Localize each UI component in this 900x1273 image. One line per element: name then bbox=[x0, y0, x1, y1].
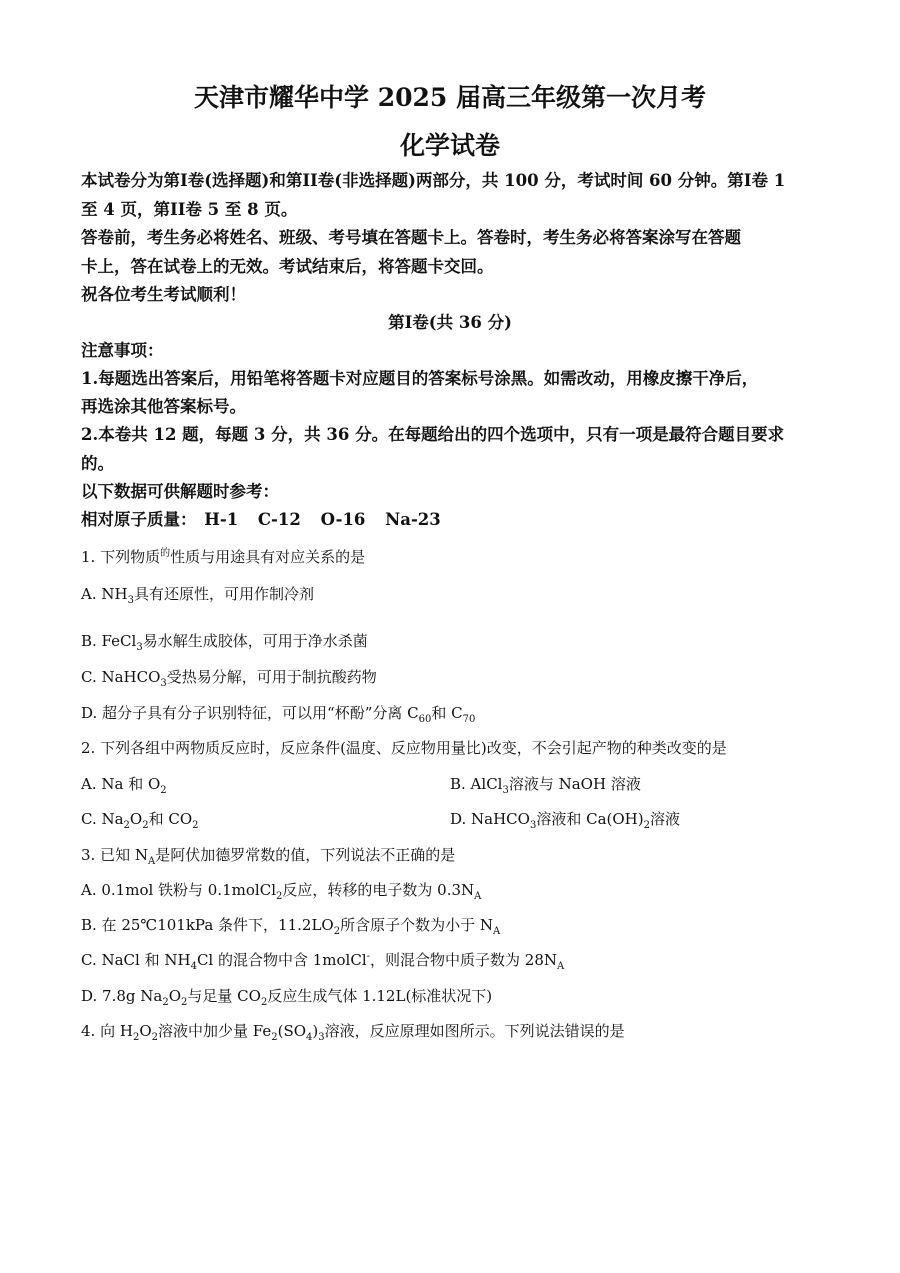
intro-line-1: 本试卷分为第I卷(选择题)和第II卷(非选择题)两部分，共 100 分，考试时间 60 分钟。第I卷 1 bbox=[81, 171, 786, 190]
q2c-text-2: O bbox=[129, 810, 143, 828]
q3c-sup-1: - bbox=[366, 951, 371, 962]
note-1-line-2: 再选涂其他答案标号。 bbox=[81, 397, 246, 416]
q3c-text-2: Cl 的混合物中含 1molCl bbox=[196, 951, 367, 969]
q1d-sub-2: 70 bbox=[462, 714, 476, 725]
q1a-text-2: 具有还原性，可用作制冷剂 bbox=[133, 585, 314, 603]
section-title: 第I卷(共 36 分) bbox=[388, 313, 512, 332]
q3c-text-1: C. NaCl 和 NH bbox=[81, 951, 191, 969]
exam-subject: 化学试卷 bbox=[399, 131, 500, 160]
q1-stem-part-a: 1. 下列物质 bbox=[81, 548, 161, 566]
q3c-sub-1: 4 bbox=[190, 961, 197, 972]
q1a-sub-1: 3 bbox=[127, 595, 134, 606]
q1b-text-2: 易水解生成胶体，可用于净水杀菌 bbox=[142, 632, 368, 650]
atomic-mass-line bbox=[81, 506, 441, 530]
q2d-sub-2: 2 bbox=[643, 820, 650, 831]
q2b-text-2: 溶液与 NaOH 溶液 bbox=[508, 775, 641, 793]
q1-stem-part-b: 性质与用途具有对应关系的是 bbox=[170, 548, 366, 566]
q3a-text-2: 反应，转移的电子数为 0.3N bbox=[282, 881, 475, 899]
intro-line-3: 答卷前，考生务必将姓名、班级、考号填在答题卡上。答卷时，考生务必将答案涂写在答题 bbox=[81, 228, 741, 247]
q1-option-a bbox=[81, 583, 314, 606]
q3b-sub-1: 2 bbox=[333, 926, 341, 937]
q4-text-1: 4. 向 H bbox=[81, 1022, 133, 1040]
atomic-mass-o: O-16 bbox=[320, 510, 366, 529]
q2a-sub-1: 2 bbox=[160, 785, 167, 796]
q3-stem-2: 是阿伏加德罗常数的值，下列说法不正确的是 bbox=[155, 846, 456, 864]
question-1-stem bbox=[81, 544, 365, 567]
question-3-stem bbox=[81, 844, 455, 867]
q4-text-4: (SO bbox=[277, 1022, 307, 1040]
q3c-sub-2: A bbox=[557, 961, 565, 972]
q2c-sub-2: 2 bbox=[142, 820, 149, 831]
q2b-text-1: B. AlCl bbox=[450, 775, 503, 793]
atomic-mass-h: H-1 bbox=[204, 510, 239, 529]
notes-label: 注意事项： bbox=[81, 341, 164, 360]
q1-option-c bbox=[81, 666, 377, 689]
q3d-text-2: O bbox=[168, 987, 182, 1005]
q3d-sub-3: 2 bbox=[260, 997, 268, 1008]
q3d-text-3: 与足量 CO bbox=[187, 987, 261, 1005]
q4-text-2: O bbox=[139, 1022, 152, 1040]
q2d-text-2: 溶液和 Ca(OH) bbox=[536, 810, 644, 828]
q1-stem-sup: 的 bbox=[160, 548, 171, 559]
q2-option-d bbox=[450, 808, 680, 831]
q1c-text-1: C. NaHCO bbox=[81, 668, 161, 686]
q3a-sub-2: A bbox=[474, 891, 482, 902]
q1b-sub-1: 3 bbox=[136, 642, 143, 653]
q2c-sub-3: 2 bbox=[192, 820, 199, 831]
q3-option-d bbox=[81, 985, 492, 1008]
q3b-text-1: B. 在 25℃101kPa 条件下，11.2LO bbox=[81, 916, 334, 934]
q3-option-b bbox=[81, 914, 500, 937]
q4-sub-1: 2 bbox=[132, 1032, 140, 1043]
q3d-text-1: D. 7.8g Na bbox=[81, 987, 163, 1005]
q2-option-b bbox=[450, 773, 641, 796]
q4-sub-4: 4 bbox=[306, 1032, 313, 1043]
q2d-text-3: 溶液 bbox=[649, 810, 680, 828]
atomic-mass-na: Na-23 bbox=[385, 510, 441, 529]
q1a-text-1: A. NH bbox=[81, 585, 128, 603]
q1d-text-1: D. 超分子具有分子识别特征，可以用“杯酚”分离 C bbox=[81, 704, 419, 722]
q3-option-a bbox=[81, 879, 481, 902]
q3d-text-4: 反应生成气体 1.12L(标准状况下) bbox=[267, 987, 493, 1005]
note-1-line-1: 1.每题选出答案后，用铅笔将答题卡对应题目的答案标号涂黑。如需改动，用橡皮擦干净后， bbox=[81, 369, 759, 388]
q4-text-5: ) bbox=[312, 1022, 319, 1040]
q3-option-c bbox=[81, 949, 564, 972]
question-2-stem: 2. 下列各组中两物质反应时，反应条件(温度、反应物用量比)改变，不会引起产物的种类改变的是 bbox=[81, 739, 727, 757]
note-2-line-1: 2.本卷共 12 题，每题 3 分，共 36 分。在每题给出的四个选项中，只有一项是最符合题目要求 bbox=[81, 425, 785, 444]
q1d-sub-1: 60 bbox=[418, 714, 432, 725]
q4-sub-3: 2 bbox=[271, 1032, 278, 1043]
q2d-text-1: D. NaHCO bbox=[450, 810, 530, 828]
question-4-stem bbox=[81, 1020, 625, 1043]
q3c-text-3: ，则混合物中质子数为 28N bbox=[370, 951, 558, 969]
q2c-text-3: 和 CO bbox=[148, 810, 193, 828]
q3a-sub-1: 2 bbox=[276, 891, 283, 902]
note-2-line-2: 的。 bbox=[81, 454, 114, 473]
q3-stem-1: 3. 已知 N bbox=[81, 846, 148, 864]
atomic-mass-label: 相对原子质量： bbox=[81, 510, 197, 529]
q1b-text-1: B. FeCl bbox=[81, 632, 137, 650]
q3b-text-2: 所含原子个数为小于 N bbox=[340, 916, 493, 934]
q2-option-c bbox=[81, 808, 199, 831]
q2d-sub-1: 3 bbox=[529, 820, 537, 831]
atomic-mass-c: C-12 bbox=[257, 510, 301, 529]
q2c-sub-1: 2 bbox=[123, 820, 130, 831]
reference-label: 以下数据可供解题时参考： bbox=[81, 482, 279, 501]
q4-sub-5: 3 bbox=[318, 1032, 325, 1043]
q1c-text-2: 受热易分解，可用于制抗酸药物 bbox=[166, 668, 377, 686]
q3-stem-sub: A bbox=[147, 856, 156, 867]
q2-option-a bbox=[81, 773, 167, 796]
q1c-sub-1: 3 bbox=[160, 678, 167, 689]
q3b-sub-2: A bbox=[492, 926, 501, 937]
q4-text-3: 溶液中加少量 Fe bbox=[158, 1022, 272, 1040]
q1-option-b bbox=[81, 630, 368, 653]
q4-sub-2: 2 bbox=[151, 1032, 158, 1043]
intro-line-2: 至 4 页，第II卷 5 至 8 页。 bbox=[81, 200, 298, 219]
q1d-text-2: 和 C bbox=[431, 704, 463, 722]
q2c-text-1: C. Na bbox=[81, 810, 124, 828]
q4-text-6: 溶液，反应原理如图所示。下列说法错误的是 bbox=[324, 1022, 625, 1040]
q2a-text-1: A. Na 和 O bbox=[81, 775, 161, 793]
q3d-sub-1: 2 bbox=[162, 997, 169, 1008]
q3d-sub-2: 2 bbox=[181, 997, 188, 1008]
q2b-sub-1: 3 bbox=[502, 785, 509, 796]
intro-line-4: 卡上，答在试卷上的无效。考试结束后，将答题卡交回。 bbox=[81, 257, 494, 276]
intro-line-5: 祝各位考生考试顺利！ bbox=[81, 285, 246, 304]
q3a-text-1: A. 0.1mol 铁粉与 0.1molCl bbox=[81, 881, 276, 899]
exam-title: 天津市耀华中学 2025 届高三年级第一次月考 bbox=[194, 83, 706, 112]
q1-option-d bbox=[81, 702, 475, 725]
